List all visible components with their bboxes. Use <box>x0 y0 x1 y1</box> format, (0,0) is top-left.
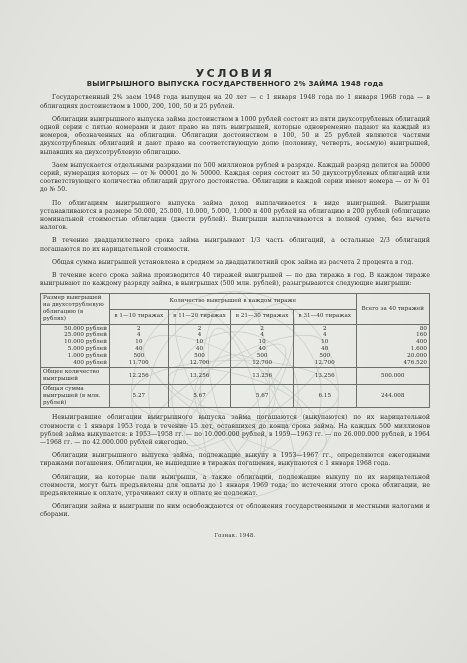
prize-count: 500 <box>133 352 145 359</box>
sum-value: 6.15 <box>293 385 356 408</box>
prize-count: 12.700 <box>189 359 210 366</box>
prize-count: 40 <box>258 346 266 353</box>
table-head-lead: Размер выигрышей на двухсотрублевую облигацию (в рублях) <box>41 294 110 324</box>
sum-value: 5.67 <box>231 385 294 408</box>
prize-count: 4 <box>322 332 327 339</box>
conditions-text <box>40 67 430 540</box>
prize-count: 2 <box>197 325 202 332</box>
prize-count: 500 <box>319 352 331 359</box>
prize-count: 4 <box>137 332 141 339</box>
prize-total: 400 <box>416 339 427 346</box>
paragraph: Невыигравшие облигации выигрышного выпуска займа погашаются (выкупаются) по их нарицательной стоимости с 1 января 1953 года в течение 15 лет, оставшихся до конца срока займа. На каждых 500 миллионов рублей займа выкупается: в 1953—1958 гг. — по 10.000.000 рублей, в 1959—1963 гг. — по 26.000.000 рублей, в 1964—1968 гг. — по 42.000.000 рублей ежегодно. <box>40 414 430 447</box>
prize-count: 40 <box>195 346 204 353</box>
prize-count: 40 <box>135 346 143 353</box>
period-col-values <box>231 324 294 368</box>
sum-label: Общая сумма выигрышей (в млн. рублей) <box>41 385 110 408</box>
count-value: 500.000 <box>356 368 429 385</box>
paragraph: Заем выпускается отдельными разрядами по 500 миллионов рублей в разряде. Каждый разряд делится на 50000 серий, нумерация которых — от № 00001 до № 50000. Каждая серия состоит из 50 двухсотрублевых облигаций или соответствующего количества облигаций другого достоинства. Облигации в каждой серии имеют номера — от № 01 до № 50. <box>40 161 430 194</box>
prize-count: 2 <box>137 325 141 332</box>
prize-total: 476.520 <box>403 359 427 366</box>
page-title: УСЛОВИЯ <box>195 67 275 80</box>
prize-count: 10 <box>135 339 143 346</box>
paragraph: В течение двадцатилетнего срока займа выигрывают 1/3 часть облигаций, а остальные 2/3 облигаций погашаются по их нарицательной стоимости. <box>40 237 430 253</box>
sum-value: 5.67 <box>168 385 231 408</box>
prize-size: 5.000 рублей <box>67 346 107 353</box>
prize-table <box>40 293 430 408</box>
prize-total: 160 <box>416 332 427 339</box>
period-col-values <box>293 324 356 368</box>
prize-count: 2 <box>322 325 327 332</box>
table-head-period: в 11—20 тиражах <box>168 309 231 324</box>
count-value: 13.256 <box>231 368 294 385</box>
sum-value: 244.008 <box>356 385 429 408</box>
count-value: 13.256 <box>293 368 356 385</box>
prize-size: 400 рублей <box>73 359 107 366</box>
paragraph: Государственный 2% заем 1948 года выпущен на 20 лет — с 1 января 1948 года по 1 января 1968 года — в облигациях достоинством в 1000, 200, 100, 50 и 25 рублей. <box>40 94 430 110</box>
prize-count: 2 <box>260 325 264 332</box>
prize-count: 10 <box>321 339 329 346</box>
period-col-values <box>110 324 169 368</box>
paragraph: Облигации займа и выигрыши по ним освобождаются от обложения государственными и местными налогами и сборами. <box>40 503 430 519</box>
prize-total: 1.600 <box>410 346 427 353</box>
count-label: Общее количество выигрышей <box>41 368 110 385</box>
page-subtitle: ВЫИГРЫШНОГО ВЫПУСКА ГОСУДАРСТВЕННОГО 2% ЗАЙМА 1948 года <box>86 80 384 89</box>
prize-count: 12.700 <box>252 359 273 366</box>
prize-count: 10 <box>195 339 204 346</box>
paragraph: По облигациям выигрышного выпуска займа доход выплачивается в виде выигрышей. Выигрыши устанавливаются в размере 50.000, 25.000, 10.000, 5.000, 1.000 и 400 рублей на облигацию в 200 рублей (облигацию номинальной стоимостью облигации (двести рублей). Выигрыши выплачиваются в полной сумме, без вычета налогов. <box>40 199 430 232</box>
table-row <box>41 385 430 408</box>
period-col-values <box>168 324 231 368</box>
prize-size: 1.000 рублей <box>67 352 107 359</box>
prize-count: 500 <box>194 352 205 359</box>
prize-total: 80 <box>419 325 427 332</box>
prize-count: 40 <box>321 346 329 353</box>
table-head-period: в 1—10 тиражах <box>110 309 169 324</box>
prize-size: 50.000 рублей <box>64 325 107 332</box>
total-col-values <box>356 324 429 368</box>
paragraph: В течение всего срока займа производится 40 тиражей выигрышей — по два тиража в год. В каждом тираже выигрывают по каждому разряду займа, в выигрышах (500 млн. рублей), разыгрываются следующие выигрыши: <box>40 272 430 288</box>
table-head-period: в 31—40 тиражах <box>293 309 356 324</box>
prize-sizes-cell <box>41 324 110 368</box>
prize-count: 10 <box>258 339 266 346</box>
prize-size: 10.000 рублей <box>64 339 107 346</box>
prize-count: 12.700 <box>314 359 335 366</box>
count-value: 12.256 <box>110 368 169 385</box>
prize-count: 11.700 <box>128 359 149 366</box>
paragraph: Облигации выигрышного выпуска займа, подлежащие выкупу в 1953—1967 гг., определяются ежегодными тиражами погашения. Облигации, не вышедшие в тиражах погашения, выкупаются с 1 января 1968 года. <box>40 452 430 468</box>
sum-value: 5.27 <box>110 385 169 408</box>
count-value: 13.256 <box>168 368 231 385</box>
table-head-total: Всего за 40 тиражей <box>356 294 429 324</box>
paragraph: Облигации выигрышного выпуска займа достоинством в 1000 рублей состоят из пяти двухсотрублевых облигаций одной серии с пятью номерами и дают право на пять выигрышей, которые одновременно падают на каждый из номеров, обозначенных на облигации. Облигации достоинством в 100, 50 и 25 рублей являются частями двухсотрублевых облигаций и дают право на соответствующую долю (половину, четверть, восьмую) выигрышей, выпавших на двухсотрублевую облигацию. <box>40 115 430 156</box>
prize-size: 25.000 рублей <box>64 332 107 339</box>
paragraph: Общая сумма выигрышей установлена в среднем за двадцатилетний срок займа из расчета 2 процента в год. <box>52 258 414 266</box>
prize-count: 500 <box>256 352 268 359</box>
table-head-period: в 21—30 тиражах <box>231 309 294 324</box>
prize-count: 4 <box>260 332 264 339</box>
prize-count: 4 <box>197 332 202 339</box>
paragraph: Облигации, на которые пали выигрыши, а также облигации, подлежащие выкупу по их нарицательной стоимости, могут быть предъявлены для оплаты до 1 января 1969 года; по истечении этого срока облигации, не предъявленные к оплате, утрачивают силу и оплате не подлежат. <box>40 473 430 498</box>
prize-total: 20.000 <box>407 352 427 359</box>
table-header-row <box>41 294 430 309</box>
table-row <box>41 324 430 368</box>
table-head-subtitle: Количество выигрышей в каждом тираже <box>110 294 357 309</box>
printer-imprint: Гознак. 1948. <box>214 532 256 539</box>
table-row <box>41 368 430 385</box>
